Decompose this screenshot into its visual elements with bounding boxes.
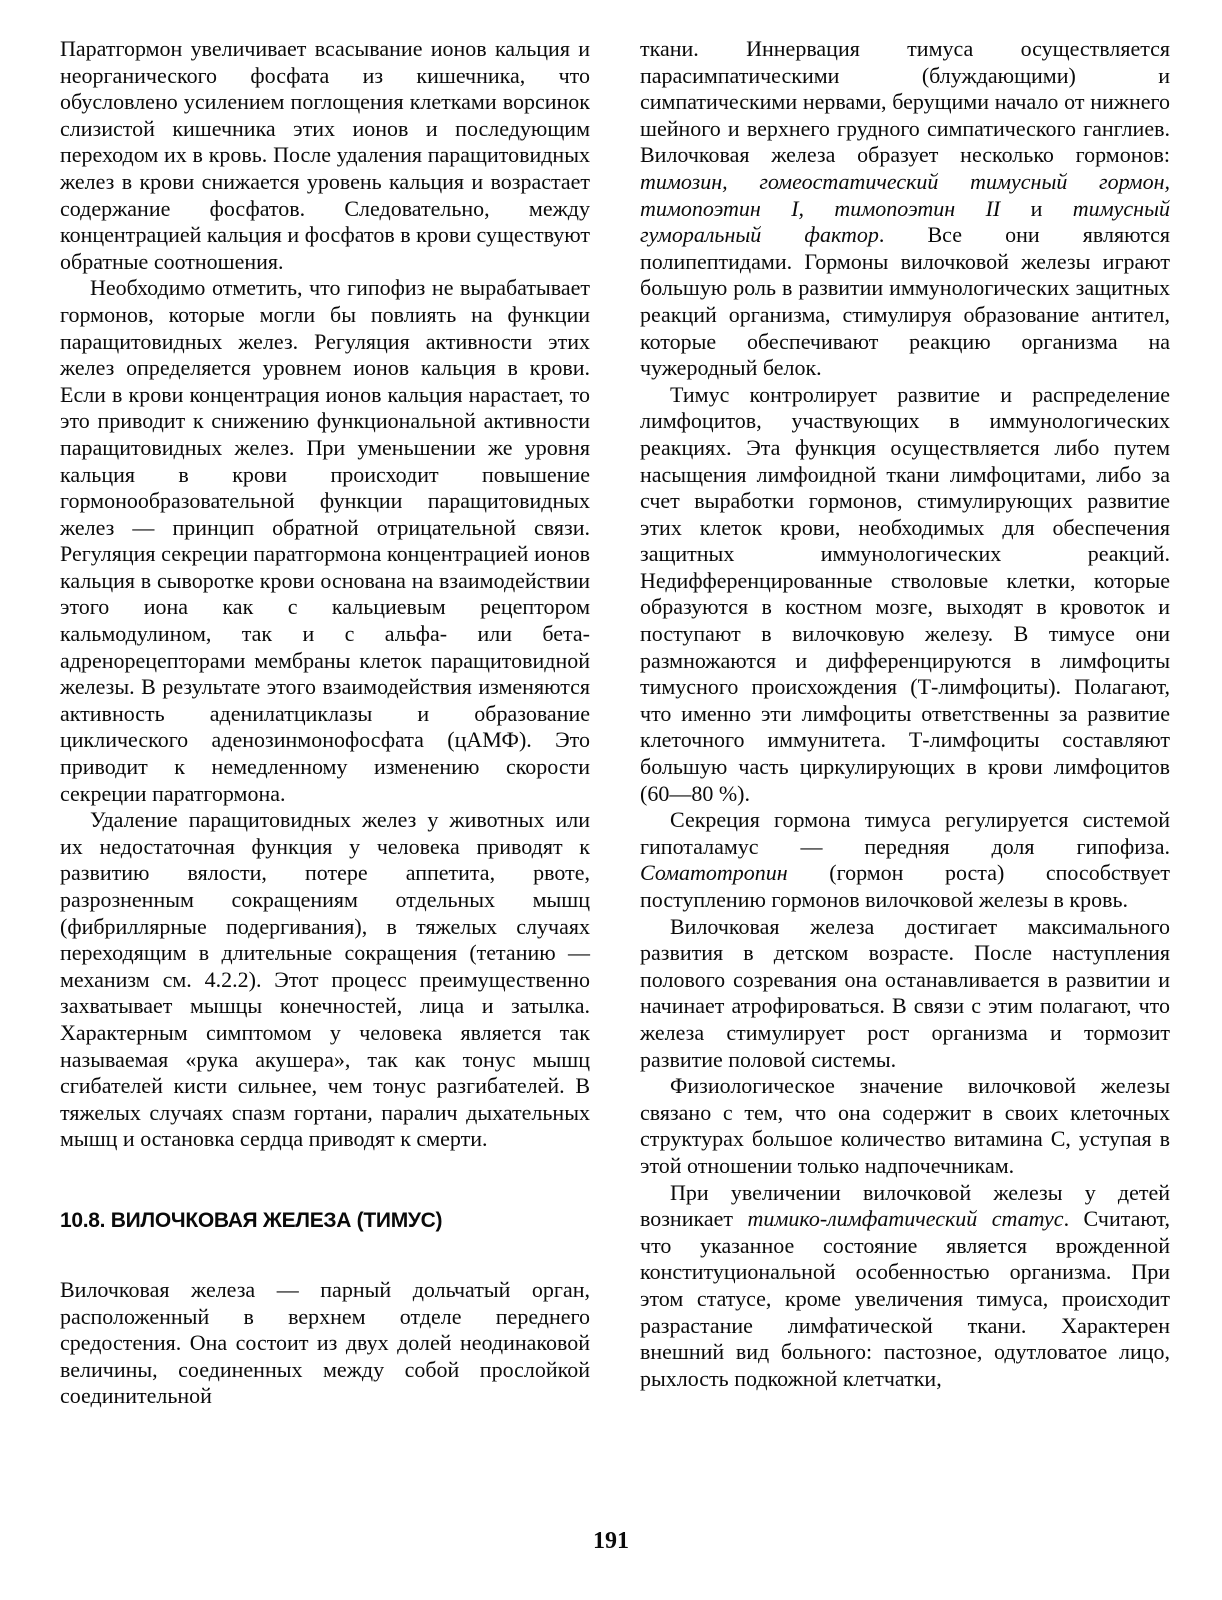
page-number: 191	[593, 1528, 629, 1554]
paragraph: Тимус контролирует развитие и распределение лимфоцитов, участвующих в иммунологических реакциях. Эта функция осуществляется либо путем насыщения лимфоидной ткани лимфоцитами, либо за счет выработки гормонов, стимулирующих развитие этих клеток крови, необходимых для обеспечения защитных иммунологических реакций. Недифференцированные стволовые клетки, которые образуются в костном мозге, выходят в кровоток и поступают в вилочковую железу. В тимусе они размножаются и дифференцируются в лимфоциты тимусного происхождения (Т-лимфоциты). Полагают, что именно эти лимфоциты ответственны за развитие клеточного иммунитета. Т-лимфоциты составляют большую часть циркулирующих в крови лимфоцитов (60—80 %).	[640, 381, 1170, 806]
paragraph: Вилочковая железа — парный дольчатый орган, расположенный в верхнем отделе переднего средостения. Она состоит из двух долей неодинаковой величины, соединенных между собой прослойкой соединительной	[60, 1276, 590, 1409]
paragraph: Секреция гормона тимуса регулируется системой гипоталамус — передняя доля гипофиза. Соматотропин (гормон роста) способствует поступлению гормонов вилочковой железы в кровь.	[640, 807, 1170, 912]
emphasis: тимусный гуморальный фактор	[640, 195, 1170, 248]
paragraph: Физиологическое значение вилочковой железы связано с тем, что она содержит в своих клеточных структурах большое количество витамина С, уступая в этой отношении только надпочечникам.	[640, 1073, 1170, 1178]
spacer	[60, 1153, 590, 1209]
paragraph: ткани. Иннервация тимуса осуществляется парасимпатическими (блуждающими) и симпатическими нервами, берущими начало от нижнего шейного и верхнего грудного симпатического ганглиев. Вилочковая железа образует несколько гормонов: тимозин, гомеостатический тимусный гормон, тимопоэтин I, тимопоэтин II и тимусный гуморальный фактор. Все они являются полипептидами. Гормоны вилочковой железы играют большую роль в развитии иммунологических защитных реакций организма, стимулируя образование антител, которые обеспечивают реакцию организма на чужеродный белок.	[640, 36, 1170, 381]
right-column	[640, 36, 1170, 1516]
paragraph: Необходимо отметить, что гипофиз не вырабатывает гормонов, которые могли бы повлиять на функции паращитовидных желез. Регуляция активности этих желез определяется уровнем ионов кальция в крови. Если в крови концентрация ионов кальция нарастает, то это приводит к снижению функциональной активности паращитовидных желез. При уменьшении же уровня кальция в крови происходит повышение гормонообразовательной функции паращитовидных желез — принцип обратной отрицательной связи. Регуляция секреции паратгормона концентрацией ионов кальция в сыворотке крови основана на взаимодействии этого иона как с кальциевым рецептором кальмодулином, так и с альфа- или бета-адренорецепторами мембраны клеток паращитовидной железы. В результате этого взаимодействия изменяются активность аденилатциклазы и образование циклического аденозинмонофосфата (цАМФ). Это приводит к немедленному изменению скорости секреции паратгормона.	[60, 275, 590, 806]
emphasis: тимозин, гомеостатический тимусный гормон, тимопоэтин I, тимопоэтин II	[640, 168, 1170, 221]
left-column	[60, 36, 590, 1516]
emphasis: Соматотропин	[640, 860, 788, 886]
paragraph: При увеличении вилочковой железы у детей возникает тимико-лимфатический статус. Считают, что указанное состояние является врожденной конституциональной особенностью организма. При этом статусе, кроме увеличения тимуса, происходит разрастание лимфатической ткани. Характерен внешний вид больного: пастозное, одутловатое лицо, рыхлость подкожной клетчатки,	[640, 1179, 1170, 1391]
emphasis: тимико-лимфатический статус	[747, 1206, 1064, 1232]
page	[60, 36, 1170, 1516]
section-heading: 10.8. ВИЛОЧКОВАЯ ЖЕЛЕЗА (ТИМУС)	[60, 1208, 443, 1232]
paragraph: Паратгормон увеличивает всасывание ионов кальция и неорганического фосфата из кишечника, что обусловлено усилением поглощения клетками ворсинок слизистой кишечника этих ионов и последующим переходом их в кровь. После удаления паращитовидных желез в крови снижается уровень кальция и возрастает содержание фосфатов. Следовательно, между концентрацией кальция и фосфатов в крови существуют обратные соотношения.	[60, 36, 590, 274]
paragraph: Вилочковая железа достигает максимального развития в детском возрасте. После наступления полового созревания она останавливается в развитии и начинает атрофироваться. В связи с этим полагают, что железа стимулирует рост организма и тормозит развитие половой системы.	[640, 913, 1170, 1072]
paragraph: Удаление паращитовидных желез у животных или их недостаточная функция у человека приводят к развитию вялости, потере аппетита, рвоте, разрозненным сокращениям отдельных мышц (фибриллярные подергивания), в тяжелых случаях переходящим в длительные сокращения (тетанию — механизм см. 4.2.2). Этот процесс преимущественно захватывает мышцы конечностей, лица и затылка. Характерным симптомом у человека является так называемая «рука акушера», так как тонус мышц сгибателей кисти сильнее, чем тонус разгибателей. В тяжелых случаях спазм гортани, паралич дыхательных мышц и остановка сердца приводят к смерти.	[60, 807, 590, 1152]
